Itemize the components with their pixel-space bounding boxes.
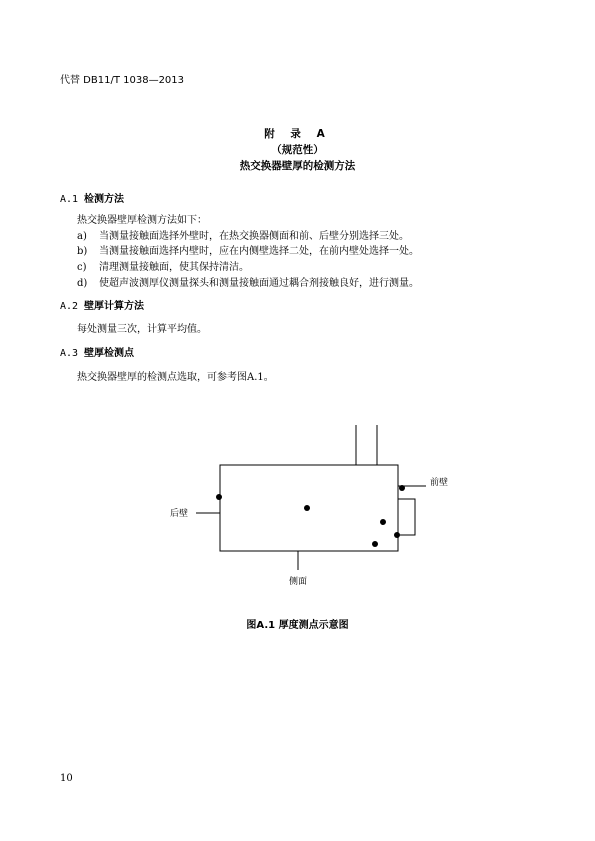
document-header: 代替 DB11/T 1038—2013 (60, 75, 185, 86)
page-number: 10 (60, 773, 73, 784)
appendix-title: 附 录 A (264, 128, 331, 140)
list-item-label: c) (77, 262, 87, 273)
side-label: 侧面 (289, 577, 308, 587)
list-item-text: 当测量接触面选择内壁时，应在内侧壁选择二处，在前内壁处选择一处。 (99, 246, 419, 257)
front-wall-label: 前壁 (430, 478, 449, 488)
front-wall-bracket (398, 499, 415, 535)
figure-caption: 图A.1 厚度测点示意图 (246, 620, 349, 631)
appendix-nature: （规范性） (271, 144, 324, 156)
section-intro: 热交换器壁厚检测方法如下： (77, 215, 207, 226)
list-item-label: a) (77, 231, 87, 242)
list-item-text: 当测量接触面选择外壁时，在热交换器侧面和前、后壁分别选择三处。 (99, 231, 409, 242)
measurement-point (394, 532, 400, 538)
measurement-point (380, 519, 386, 525)
section-number: A.2 (60, 301, 79, 312)
list-item-text: 清理测量接触面，使其保持清洁。 (99, 262, 249, 273)
list-item-label: d) (77, 278, 88, 289)
list-item-label: b) (77, 246, 88, 257)
rear-wall-label: 后壁 (170, 509, 189, 519)
section-title: 检测方法 (84, 194, 124, 205)
measurement-point (372, 541, 378, 547)
section-number: A.3 (60, 348, 79, 359)
section-intro: 热交换器壁厚的检测点选取，可参考图A.1。 (77, 372, 274, 383)
measurement-point (304, 505, 310, 511)
measurement-point (216, 494, 222, 500)
section-title: 壁厚计算方法 (84, 301, 144, 312)
section-title: 壁厚检测点 (84, 348, 134, 359)
list-item-text: 使超声波测厚仪测量探头和测量接触面通过耦合剂接触良好，进行测量。 (99, 278, 419, 289)
appendix-subtitle: 热交换器壁厚的检测方法 (239, 160, 356, 172)
section-number: A.1 (60, 194, 79, 205)
section-intro: 每处测量三次，计算平均值。 (77, 324, 207, 335)
measurement-point (399, 485, 405, 491)
